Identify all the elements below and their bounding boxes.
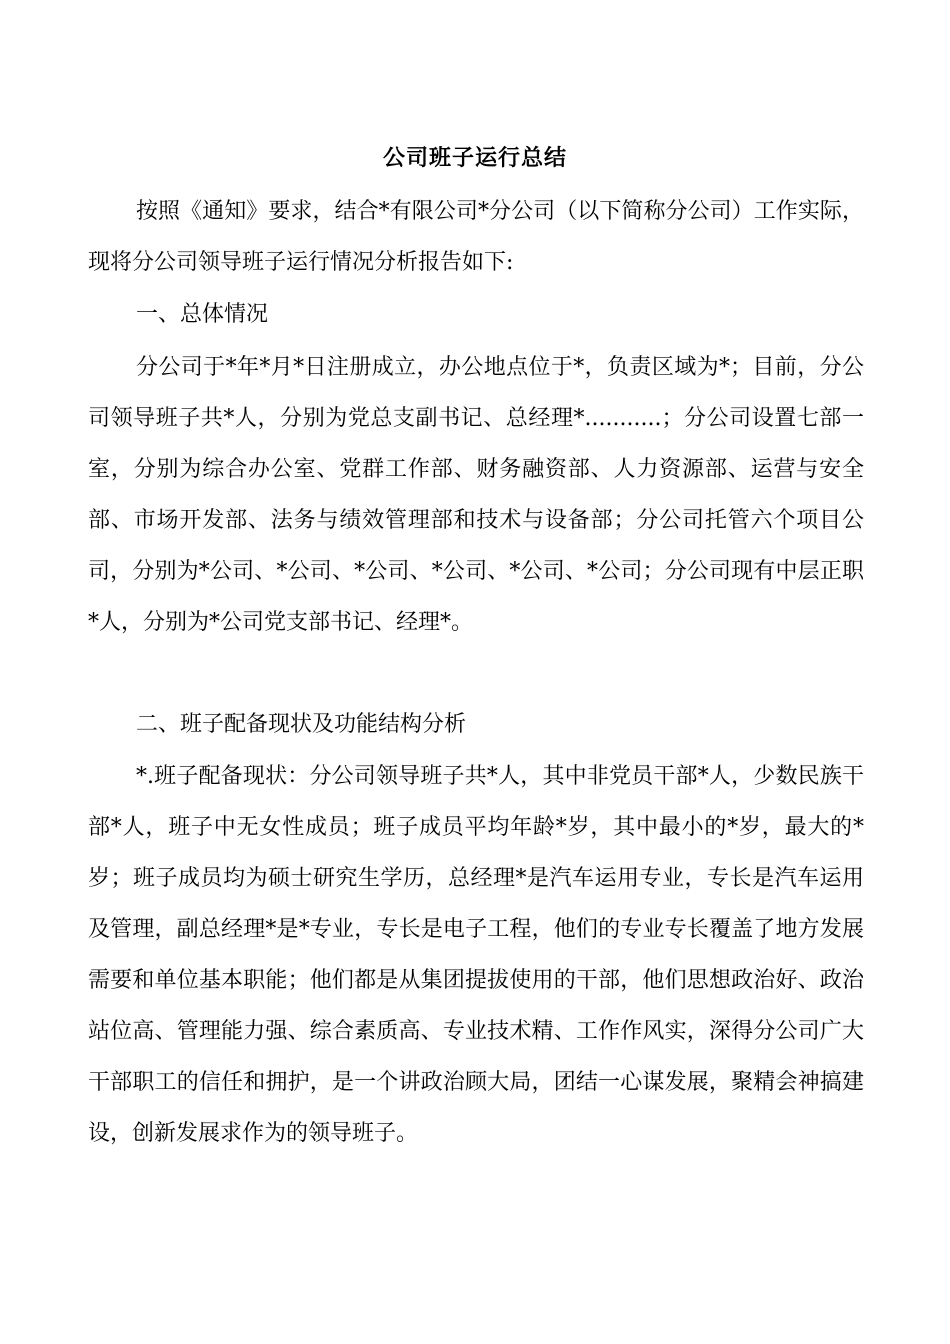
- overview-paragraph: 分公司于*年*月*日注册成立，办公地点位于*，负责区域为*；目前，分公司领导班子共*人，分别为党总支副书记、总经理*...........；分公司设置七部一室，分别为综合办公室、党群工作部、财务融资部、人力资源部、运营与安全部、市场开发部、法务与绩效管理部和技术与设备部；分公司托管六个项目公司，分别为*公司、*公司、*公司、*公司、*公司、*公司；分公司现有中层正职*人，分别为*公司党支部书记、经理*。: [88, 355, 864, 635]
- document-title: 公司班子运行总结: [382, 145, 567, 171]
- section-heading-team-structure: 二、班子配备现状及功能结构分析: [136, 712, 467, 737]
- section-heading-overview: 一、总体情况: [136, 302, 269, 327]
- team-structure-paragraph: *.班子配备现状：分公司领导班子共*人，其中非党员干部*人，少数民族干部*人，班子中无女性成员；班子成员平均年龄*岁，其中最小的*岁，最大的*岁；班子成员均为硕士研究生学历，总经理*是汽车运用专业，专长是汽车运用及管理，副总经理*是*专业，专长是电子工程，他们的专业专长覆盖了地方发展需要和单位基本职能；他们都是从集团提拔使用的干部，他们思想政治好、政治站位高、管理能力强、综合素质高、专业技术精、工作作风实，深得分公司广大干部职工的信任和拥护，是一个讲政治顾大局，团结一心谋发展，聚精会神搞建设，创新发展求作为的领导班子。: [88, 764, 864, 1146]
- intro-paragraph: 按照《通知》要求，结合*有限公司*分公司（以下简称分公司）工作实际，现将分公司领导班子运行情况分析报告如下:: [88, 199, 864, 275]
